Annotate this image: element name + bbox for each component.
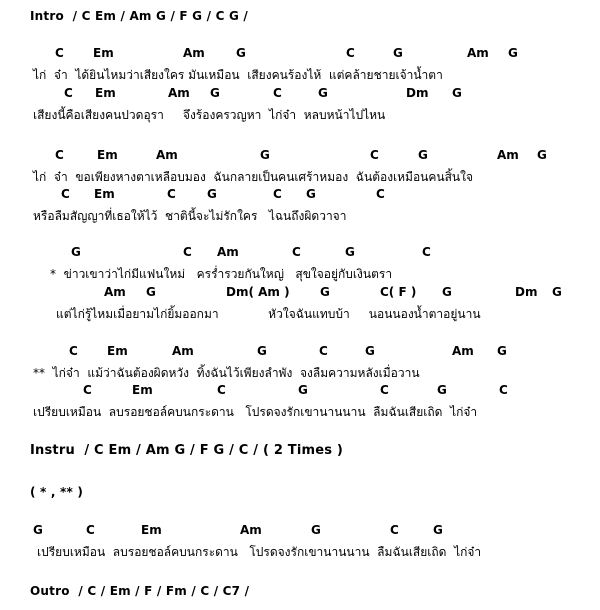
chord: G [257,344,267,358]
chord: G [33,523,43,537]
chord: Am [104,285,126,299]
chord: C [422,245,431,259]
chord: Am [240,523,262,537]
ending-lyric: เปรียบเหมือน ลบรอยชอล์คบนกระดาน โปรดจงรักเขานานนาน ลืมฉันเสียเถิด ไก่จ๋า [37,545,482,559]
chord: G [433,523,443,537]
verse1-lyric-1: ไก่ จ๋า ได้ยินไหมว่าเสียงใคร มันเหมือน เสียงคนร้องไห้ แต่คล้ายชายเจ้าน้ำตา [33,68,443,82]
verse2-lyric-1: ไก่ จ๋า ขอเพียงหางตาเหลือบมอง ฉันกลายเป็นคนเศร้าหมอง ฉันต้องเหมือนคนสิ้นใจ [33,170,474,184]
chord: C [55,148,64,162]
chord: G [437,383,447,397]
chord: G [393,46,403,60]
chord: C [69,344,78,358]
chord: C [292,245,301,259]
chord: Em [95,86,116,100]
chord: C [380,383,389,397]
chord: G [345,245,355,259]
chord: C [390,523,399,537]
chord: C [370,148,379,162]
chord: Am [168,86,190,100]
chord: C [55,46,64,60]
chord: Am [183,46,205,60]
chord: G [552,285,562,299]
chord: G [207,187,217,201]
chord: C [167,187,176,201]
chord: C [499,383,508,397]
chord: G [210,86,220,100]
chord: Dm [406,86,429,100]
chord: Em [97,148,118,162]
chord: G [318,86,328,100]
chord: G [71,245,81,259]
chord: G [260,148,270,162]
verse1-lyric-2: เสียงนี้คือเสียงคนปวดอุรา จึงร้องครวญหา ไก่จ๋า หลบหน้าไปไหน [33,108,386,122]
chord: Am [156,148,178,162]
chord: G [497,344,507,358]
instrumental-progression: Instru / C Em / Am G / F G / C / ( 2 Times ) [30,443,344,458]
chord: C [64,86,73,100]
chord: C [61,187,70,201]
chord: C [319,344,328,358]
chord: Am [452,344,474,358]
chord: Am [217,245,239,259]
chord: Em [93,46,114,60]
chord: C [273,187,282,201]
chord: C [217,383,226,397]
chord: G [452,86,462,100]
chord: Am [497,148,519,162]
chord: C [83,383,92,397]
chorus2-lyric-1: ** ไก่จ๋า แม้ว่าฉันต้องผิดหวัง ทิ้งฉันไว้เพียงลำพัง จงลืมความหลังเมื่อวาน [33,366,420,380]
chord: G [365,344,375,358]
chord: G [306,187,316,201]
chorus1-lyric-2: แต่ไก่รู้ไหมเมื่อยามไก่ยิ้มออกมา หัวใจฉันแทบบ้า นอนนองน้ำตาอยู่นาน [56,307,481,321]
chorus2-lyric-2: เปรียบเหมือน ลบรอยชอล์คบนกระดาน โปรดจงรักเขานานนาน ลืมฉันเสียเถิด ไก่จ๋า [33,405,478,419]
chord: Em [107,344,128,358]
chord: G [537,148,547,162]
chord: Dm( Am ) [226,285,290,299]
repeat-marker: ( * , ** ) [30,485,84,499]
chord: Em [141,523,162,537]
chord: C [376,187,385,201]
chord: G [418,148,428,162]
chord: C( F ) [380,285,417,299]
chord: C [273,86,282,100]
chord: Am [467,46,489,60]
chord: G [508,46,518,60]
chord: C [183,245,192,259]
chord: G [320,285,330,299]
chord: G [442,285,452,299]
verse2-lyric-2: หรือลืมสัญญาที่เธอให้ไว้ ชาตินี้จะไม่รักใคร ไฉนถึงผิดวาจา [33,209,347,223]
chord: C [86,523,95,537]
chord: Am [172,344,194,358]
chord: G [236,46,246,60]
chord: Em [132,383,153,397]
chord: G [311,523,321,537]
chord: Dm [515,285,538,299]
chord: G [298,383,308,397]
chord: C [346,46,355,60]
chorus1-lyric-1: * ข่าวเขาว่าไก่มีแฟนใหม่ ครร่ำรวยกันใหญ่ สุขใจอยู่กับเงินตรา [50,267,393,281]
chord: Em [94,187,115,201]
intro-progression: Intro / C Em / Am G / F G / C G / [30,9,248,23]
outro-progression: Outro / C / Em / F / Fm / C / C7 / [30,584,250,598]
chord: G [146,285,156,299]
